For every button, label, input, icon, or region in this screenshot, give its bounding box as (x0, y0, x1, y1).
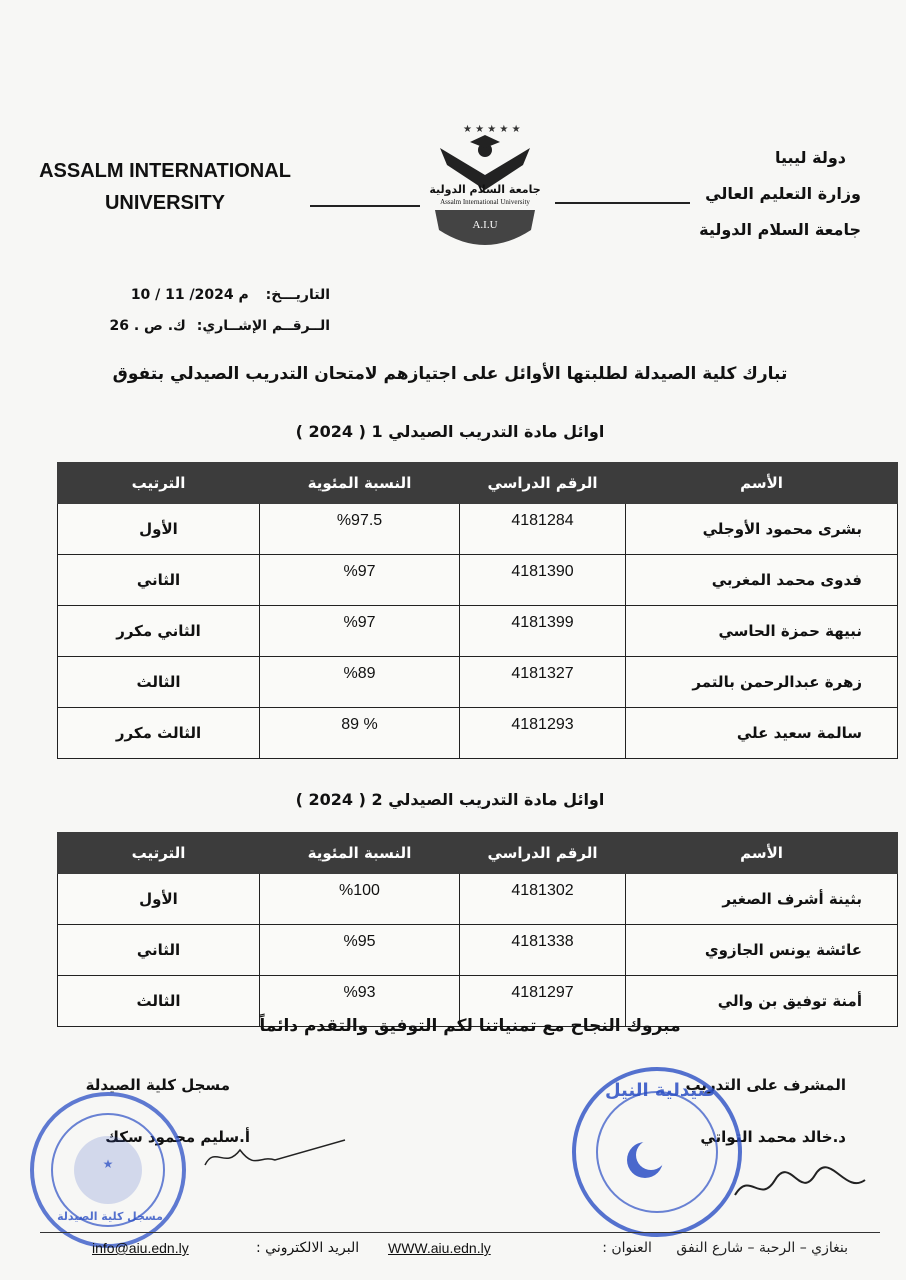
footer-email-label: البريد الالكتروني : (256, 1240, 360, 1256)
student-rank: الثاني مكرر (58, 606, 260, 657)
student-id: 4181327 (460, 657, 626, 708)
logo-abbr: A.I.U (472, 219, 498, 231)
footer-website[interactable]: WWW.aiu.edn.ly (388, 1240, 491, 1256)
student-name: بشرى محمود الأوجلي (626, 504, 898, 555)
logo-name-ar: جامعة السلام الدولية (429, 183, 541, 196)
stamp-left-text: مسجل كلية الصيدلة (57, 1210, 163, 1223)
date-value: 10 / 11 /2024 م (130, 287, 249, 303)
header-line-left (310, 205, 420, 207)
student-rank: الأول (58, 504, 260, 555)
table-row (58, 504, 898, 555)
registrar-title: مسجل كلية الصيدلة (85, 1076, 230, 1094)
student-rank: الثاني (58, 925, 260, 976)
student-name: زهرة عبدالرحمن بالتمر (626, 657, 898, 708)
student-rank: الثالث (58, 657, 260, 708)
date-label: التاريـــخ: (265, 287, 330, 303)
col-name: الأسم (626, 833, 898, 874)
student-percent: %89 (260, 657, 460, 708)
student-percent: %97 (260, 606, 460, 657)
footer-email[interactable]: info@aiu.edn.ly (92, 1240, 189, 1256)
registrar-stamp (28, 1090, 188, 1250)
student-percent: %97.5 (260, 504, 460, 555)
logo-name-en: Assalm International University (440, 198, 530, 206)
student-id: 4181390 (460, 555, 626, 606)
congratulations-line: مبروك النجاح مع تمنياتنا لكم التوفيق والتقدم دائماً (259, 1016, 681, 1036)
student-rank: الثالث (58, 976, 260, 1027)
registrar-name: أ.سليم محمود سكك (105, 1128, 250, 1146)
issuer-country: دولة ليبيا (774, 148, 846, 167)
university-name-en: ASSALM INTERNATIONAL UNIVERSITY (39, 160, 291, 214)
supervisor-title: المشرف على التدريب (685, 1076, 846, 1094)
reference-line (90, 318, 330, 334)
student-id: 4181399 (460, 606, 626, 657)
student-name: فدوى محمد المغربي (626, 555, 898, 606)
student-id: 4181293 (460, 708, 626, 759)
svg-text:★: ★ (102, 1157, 114, 1171)
student-percent: % 89 (260, 708, 460, 759)
student-rank: الأول (58, 874, 260, 925)
table-row (58, 708, 898, 759)
col-id: الرقم الدراسي (460, 833, 626, 874)
section1-title: اوائل مادة التدريب الصيدلي 1 ( 2024 ) (295, 422, 605, 441)
student-name: عائشة يونس الجازوي (626, 925, 898, 976)
ref-label: الــرقــم الإشــاري: (196, 318, 330, 334)
results-table-1 (57, 462, 898, 759)
student-name: نبيهة حمزة الحاسي (626, 606, 898, 657)
student-id: 4181284 (460, 504, 626, 555)
ref-value: ك. ص . 26 (109, 318, 186, 334)
col-name: الأسم (626, 463, 898, 504)
results-table-2 (57, 832, 898, 1027)
footer-address (528, 1240, 848, 1256)
table-row (58, 925, 898, 976)
student-percent: %93 (260, 976, 460, 1027)
student-rank: الثالث مكرر (58, 708, 260, 759)
table-row (58, 555, 898, 606)
issuer-ministry: وزارة التعليم العالي (705, 184, 861, 203)
student-id: 4181338 (460, 925, 626, 976)
date-line (90, 287, 330, 303)
footer-line (40, 1232, 880, 1233)
table-header-row (58, 833, 898, 874)
col-rank: الترتيب (58, 833, 260, 874)
student-percent: %95 (260, 925, 460, 976)
student-name: أمنة توفيق بن والي (626, 976, 898, 1027)
student-percent: %97 (260, 555, 460, 606)
student-id: 4181297 (460, 976, 626, 1027)
supervisor-name: د.خالد محمد التواتي (700, 1128, 846, 1146)
student-id: 4181302 (460, 874, 626, 925)
table-row (58, 606, 898, 657)
student-name: بثينة أشرف الصغير (626, 874, 898, 925)
student-name: سالمة سعيد علي (626, 708, 898, 759)
table-header-row (58, 463, 898, 504)
headline: تبارك كلية الصيدلة لطلبتها الأوائل على اجتيازهم لامتحان التدريب الصيدلي بتفوق (112, 364, 788, 384)
student-rank: الثاني (58, 555, 260, 606)
issuer-university: جامعة السلام الدولية (699, 220, 861, 239)
stamp-right-text: صيدلية النيل (604, 1080, 716, 1101)
student-percent: %100 (260, 874, 460, 925)
table-row (58, 657, 898, 708)
address-value: بنغازي – الرحبة – شارع النفق (676, 1240, 848, 1256)
col-percent: النسبة المئوية (260, 463, 460, 504)
col-id: الرقم الدراسي (460, 463, 626, 504)
address-label: العنوان : (602, 1240, 652, 1256)
issuer-block (641, 140, 861, 248)
table-row (58, 874, 898, 925)
section2-title: اوائل مادة التدريب الصيدلي 2 ( 2024 ) (295, 790, 605, 809)
col-percent: النسبة المئوية (260, 833, 460, 874)
col-rank: الترتيب (58, 463, 260, 504)
registrar-signature (200, 1135, 350, 1175)
svg-text:★ ★ ★ ★ ★: ★ ★ ★ ★ ★ (463, 124, 521, 135)
supervisor-signature (730, 1160, 870, 1210)
